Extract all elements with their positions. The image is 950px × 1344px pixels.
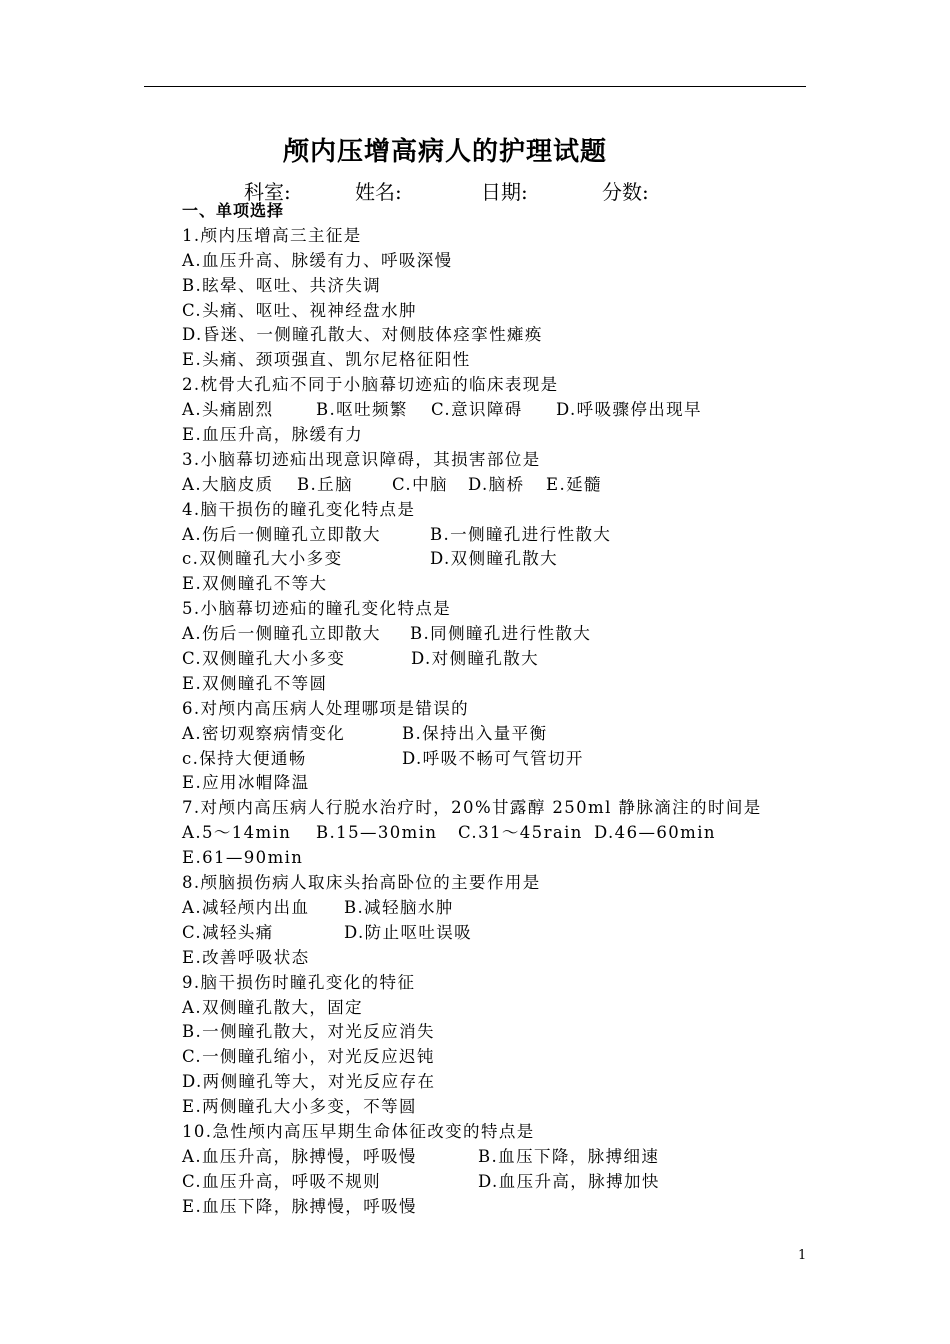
- option: A.血压升高、脉缓有力、呼吸深慢: [182, 250, 453, 270]
- option: c.保持大便通畅: [182, 748, 307, 768]
- option: D.昏迷、一侧瞳孔散大、对侧肢体痉挛性瘫痪: [182, 325, 543, 345]
- option: c.双侧瞳孔大小多变: [182, 549, 343, 569]
- option: A.减轻颅内出血: [182, 897, 310, 917]
- option-row: [182, 547, 802, 572]
- question-stem: 8.颅脑损伤病人取床头抬高卧位的主要作用是: [182, 873, 541, 893]
- option-row: [182, 1145, 802, 1170]
- option: B.保持出入量平衡: [402, 723, 548, 743]
- option-row: [182, 921, 802, 946]
- option: B.同侧瞳孔进行性散大: [410, 624, 592, 644]
- option: B.呕吐频繁: [316, 400, 408, 420]
- option-row: [182, 821, 802, 846]
- option-row: [182, 398, 802, 423]
- page-number: 1: [798, 1248, 807, 1263]
- option-row: [182, 1170, 802, 1195]
- option: B.15—30min: [316, 823, 438, 843]
- option: D.防止呕吐误吸: [344, 922, 473, 942]
- option: E.两侧瞳孔大小多变，不等圆: [182, 1097, 417, 1117]
- option: D.脑桥: [468, 474, 525, 494]
- option: E.双侧瞳孔不等大: [182, 574, 328, 594]
- option: C.减轻头痛: [182, 922, 274, 942]
- question-stem: 6.对颅内高压病人处理哪项是错误的: [182, 698, 470, 718]
- question-stem: 1.颅内压增高三主征是: [182, 225, 362, 245]
- option: D.两侧瞳孔等大，对光反应存在: [182, 1072, 436, 1092]
- header-rule: [144, 86, 806, 87]
- question-stem: 10.急性颅内高压早期生命体征改变的特点是: [182, 1121, 535, 1141]
- option: D.呼吸骤停出现早: [556, 400, 702, 420]
- option: E.应用冰帽降温: [182, 773, 310, 793]
- option: E.双侧瞳孔不等圆: [182, 673, 328, 693]
- option: D.血压升高，脉搏加快: [478, 1171, 660, 1191]
- option: D.呼吸不畅可气管切开: [402, 748, 584, 768]
- date-field-label: 日期:: [481, 180, 528, 204]
- question-stem: 7.对颅内高压病人行脱水治疗时，20%甘露醇 250ml 静脉滴注的时间是: [182, 798, 762, 818]
- option: C.中脑: [392, 474, 448, 494]
- option-row: [182, 622, 802, 647]
- option: E.延髓: [546, 474, 602, 494]
- option: E.61—90min: [182, 848, 304, 868]
- option: C.一侧瞳孔缩小，对光反应迟钝: [182, 1047, 435, 1067]
- option: A.大脑皮质: [182, 474, 274, 494]
- option: D.对侧瞳孔散大: [411, 649, 540, 669]
- option: B.丘脑: [297, 474, 353, 494]
- option: A.伤后一侧瞳孔立即散大: [182, 624, 381, 644]
- option: C.31～45rain: [458, 823, 583, 843]
- page-title: 颅内压增高病人的护理试题: [282, 137, 607, 167]
- option: B.血压下降，脉搏细速: [478, 1146, 660, 1166]
- section-heading: 一、单项选择: [182, 201, 285, 220]
- option: E.血压下降，脉搏慢，呼吸慢: [182, 1196, 417, 1216]
- question-stem: 4.脑干损伤的瞳孔变化特点是: [182, 499, 416, 519]
- option: C.头痛、呕吐、视神经盘水肿: [182, 300, 417, 320]
- option: C.双侧瞳孔大小多变: [182, 649, 346, 669]
- option-row: [182, 722, 802, 747]
- option: B.一侧瞳孔进行性散大: [430, 524, 612, 544]
- option: A.5～14min: [182, 823, 292, 843]
- score-field-label: 分数:: [602, 180, 649, 204]
- name-field-label: 姓名:: [355, 180, 402, 204]
- option-row: [182, 523, 802, 548]
- option-row: [182, 647, 802, 672]
- option: B.一侧瞳孔散大，对光反应消失: [182, 1022, 435, 1042]
- option: C.血压升高，呼吸不规则: [182, 1171, 382, 1191]
- option: D.46—60min: [594, 823, 716, 843]
- option: C.意识障碍: [431, 400, 523, 420]
- option-row: [182, 473, 802, 498]
- option: A.密切观察病情变化: [182, 723, 346, 743]
- option: A.头痛剧烈: [182, 400, 274, 420]
- option: A.血压升高，脉搏慢，呼吸慢: [182, 1146, 417, 1166]
- question-stem: 3.小脑幕切迹疝出现意识障碍，其损害部位是: [182, 449, 541, 469]
- option: E.血压升高，脉缓有力: [182, 425, 364, 445]
- option: D.双侧瞳孔散大: [430, 549, 559, 569]
- option: B.减轻脑水肿: [344, 897, 454, 917]
- option-row: [182, 747, 802, 772]
- question-stem: 2.枕骨大孔疝不同于小脑幕切迹疝的临床表现是: [182, 375, 559, 395]
- option: A.双侧瞳孔散大，固定: [182, 997, 364, 1017]
- question-stem: 5.小脑幕切迹疝的瞳孔变化特点是: [182, 599, 452, 619]
- option: A.伤后一侧瞳孔立即散大: [182, 524, 381, 544]
- question-stem: 9.脑干损伤时瞳孔变化的特征: [182, 972, 416, 992]
- option: E.改善呼吸状态: [182, 947, 310, 967]
- question-list: [182, 199, 802, 1220]
- option-row: [182, 896, 802, 921]
- option: E.头痛、颈项强直、凯尔尼格征阳性: [182, 350, 471, 370]
- dept-field-label: 科室:: [244, 180, 291, 204]
- option: B.眩晕、呕吐、共济失调: [182, 275, 382, 295]
